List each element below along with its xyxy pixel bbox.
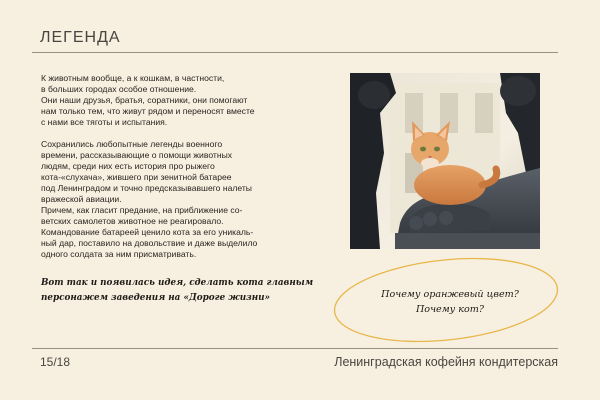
question-text (360, 287, 540, 317)
bottom-divider (32, 348, 558, 349)
paragraph-1: К животным вообще, а к кошкам, в частности, в больших городах особое отношение. Они наши друзья, братья, соратники, они помогают нам только тем, что живут рядом и переносят вместе с нами все тяготы и испытания. (41, 73, 255, 127)
paragraph-2: Сохранились любопытные легенды военного времени, рассказывающие о помощи животных людям, среди них есть история про рыжего кота-«слухача», жившего при зенитной батарее под Ленинградом и точно предсказывавшего налеты вражеской авиации. Причем, как гласит предание, на приближение со- ветских самолетов животное не реагировало. Командование батареей ценило кота за его уникаль- ный дар, поставило на довольствие и даже выделило одного солдата за ним присматривать. (41, 139, 258, 259)
question-line-2: Почему кот? (415, 304, 485, 315)
highlight-quote: Вот так и появилась идея, сделать кота главным персонажем заведения на «Дороге жизни» (41, 278, 314, 303)
footer-title: Ленинградская кофейня кондитерская (334, 355, 558, 369)
body-text (41, 73, 331, 271)
question-line-1: Почему оранжевый цвет? (381, 289, 519, 300)
slide-title: ЛЕГЕНДА (40, 29, 121, 46)
page-number: 15/18 (40, 355, 71, 369)
cat-photo (350, 73, 540, 249)
top-divider (32, 52, 558, 53)
